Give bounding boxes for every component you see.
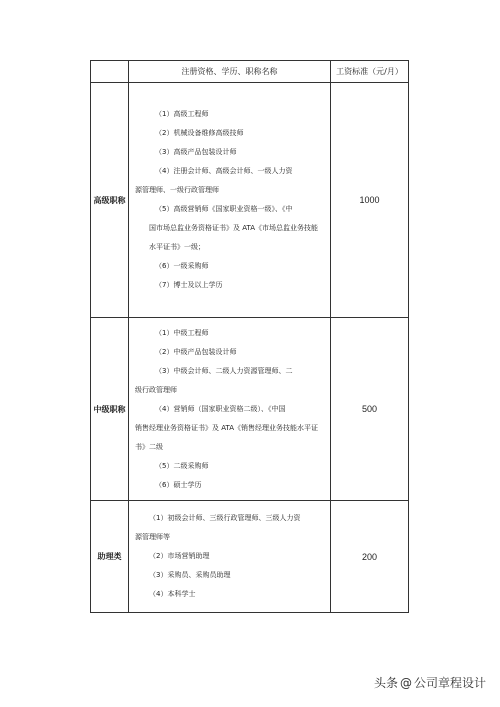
list-item: （1）中级工程师 (155, 328, 209, 337)
list-item: （2）中级产品包装设计师 (155, 347, 237, 356)
category-senior: 高级职称 (91, 83, 129, 318)
list-item: （3）高级产品包装设计师 (155, 148, 237, 156)
list-item: （1）高级工程师 (155, 110, 209, 118)
list-item: （6）硕士学历 (155, 480, 202, 489)
list-item: （4）营销师（国家职业资格二级）、《中国 销售经理业务资格证书》及 ATA《销售经理业务技能水平证书》二级 (135, 404, 318, 451)
category-intermediate: 中级职称 (91, 318, 129, 501)
list-item: （3）采购员、采购员助理 (149, 571, 231, 579)
table-row-senior (91, 83, 409, 318)
list-item: （3）中级会计师、二级人力资源管理师、二 级行政管理师 (135, 366, 293, 394)
list-item: （2）市场营销助理 (149, 552, 210, 560)
list-item: （2）机械设备维修高级技师 (155, 129, 244, 137)
salary-standard-table (90, 60, 409, 613)
list-item: （6）一级采购师 (155, 262, 209, 270)
amount-intermediate: 500 (331, 318, 409, 501)
table-row-intermediate (91, 318, 409, 501)
items-senior (129, 83, 331, 318)
table-row-assistant (91, 501, 409, 613)
watermark-footer (374, 674, 486, 691)
list-item: （5）高级营销师《国家职业资格一级》、《中 国市场总监业务资格证书》及 ATA《市场总监业务技能水平证书》一级； (149, 205, 318, 251)
header-qualification: 注册资格、学历、职称名称 (129, 61, 331, 83)
footer-prefix: 头条 (373, 676, 398, 690)
amount-assistant: 200 (331, 501, 409, 613)
list-item: （1）初级会计师、三级行政管理师、三级人力资 源管理师等 (135, 514, 301, 541)
table-header-row (91, 61, 409, 83)
list-item: （4）本科学士 (149, 590, 196, 598)
list-item: （7）博士及以上学历 (155, 281, 223, 289)
header-empty-cell (91, 61, 129, 83)
category-assistant: 助理类 (91, 501, 129, 613)
at-icon: @ (399, 675, 412, 690)
header-salary-standard: 工资标准（元/月） (331, 61, 409, 83)
footer-account-name: 公司章程设计 (413, 676, 486, 690)
amount-senior: 1000 (331, 83, 409, 318)
list-item: （5）二级采购师 (155, 461, 209, 470)
items-assistant (129, 501, 331, 613)
list-item: （4）注册会计师、高级会计师、一级人力资 源管理师、一级行政管理师 (135, 167, 293, 194)
items-intermediate (129, 318, 331, 501)
